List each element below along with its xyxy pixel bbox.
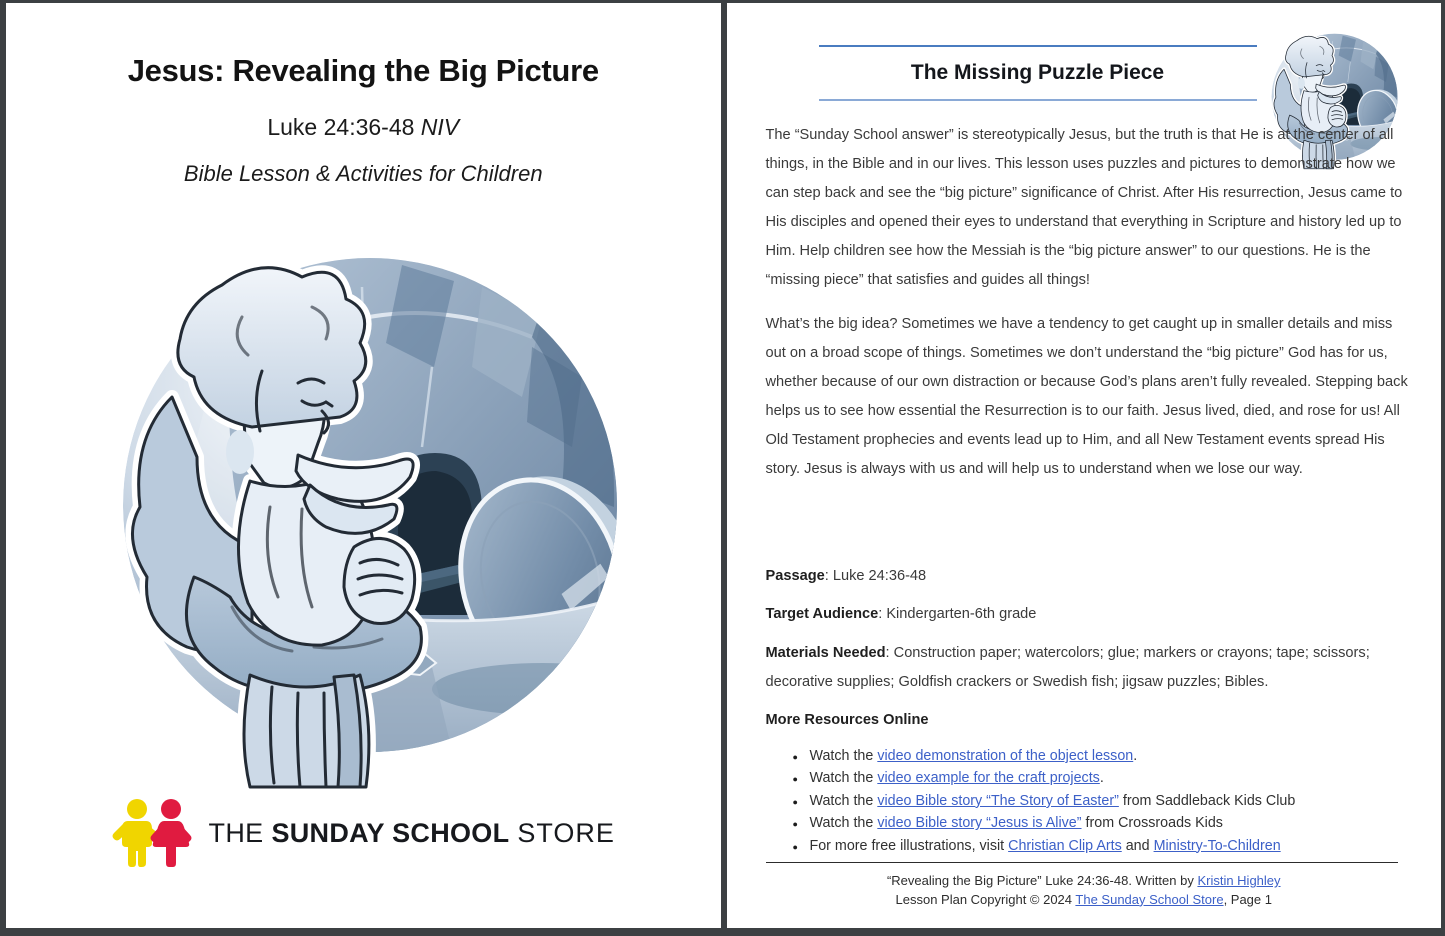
resource-link[interactable]: Christian Clip Arts xyxy=(1008,837,1122,854)
footer-rule xyxy=(766,862,1398,863)
resource-text: from Saddleback Kids Club xyxy=(1118,792,1296,809)
list-item xyxy=(766,767,1410,789)
list-item xyxy=(766,835,1410,857)
resource-text: Watch the xyxy=(809,770,878,787)
meta-passage-label: Passage xyxy=(765,568,825,584)
page-subtitle: Bible Lesson & Activities for Children xyxy=(183,161,543,186)
resource-link[interactable]: Ministry-To-Children xyxy=(1153,837,1281,854)
logo-the: THE xyxy=(208,817,264,848)
resource-text: For more free illustrations, visit xyxy=(809,837,1009,854)
footer-author-link[interactable]: Kristin Highley xyxy=(1197,873,1281,888)
page-right xyxy=(727,3,1442,928)
lesson-heading: The Missing Puzzle Piece xyxy=(910,61,1165,84)
meta-audience-value: : Kindergarten-6th grade xyxy=(878,606,1037,622)
page-footer xyxy=(727,872,1442,909)
logo-text xyxy=(209,818,615,849)
meta-audience-label: Target Audience xyxy=(765,606,879,622)
resources-list xyxy=(766,745,1410,857)
tomb-illustration xyxy=(102,247,622,792)
sunday-school-store-logo xyxy=(6,797,721,869)
resource-link[interactable]: video demonstration of the object lesson xyxy=(877,748,1134,764)
resource-link[interactable]: video Bible story “The Story of Easter” xyxy=(877,792,1119,809)
resource-text: Watch the xyxy=(809,748,878,764)
footer-text: “Revealing the Big Picture” Luke 24:36-48. Written by xyxy=(886,873,1198,888)
resource-text: . xyxy=(1133,748,1138,764)
document-spread xyxy=(6,3,1441,928)
list-item xyxy=(766,790,1410,812)
page-title: Jesus: Revealing the Big Picture xyxy=(127,53,599,88)
resource-text: . xyxy=(1099,770,1104,787)
intro-paragraph: The “Sunday School answer” is stereotypically Jesus, but the truth is that He is at the center of all things, in the Bible and in our lives. This lesson uses puzzles and pictures to demonstrate how we can step back and see the “big picture” significance of Christ. After His resurrection, Jesus came to His disciples and opened their eyes to understand that everything in Scripture and history led up to Him. Help children see how the Messiah is the “big picture answer” to our questions. He is the “missing piece” that satisfies and guides all things! xyxy=(765,127,1403,288)
resource-link[interactable]: video Bible story “Jesus is Alive” xyxy=(877,815,1082,832)
resource-text: Watch the xyxy=(809,815,878,832)
big-idea-paragraph: What’s the big idea? Sometimes we have a tendency to get caught up in smaller details and miss out on a broad scope of things. Sometimes we don’t understand the “big picture” God has for us, whether because of our own distraction or because God’s plans aren’t fully revealed. Stepping back helps us to see how essential the Resurrection is to our faith. Jesus lived, died, and rose for us! All Old Testament prophecies and events lead up to Him, and all New Testament events spread His story. Jesus is always with us and will help us to understand when we lose our way. xyxy=(765,316,1408,477)
resource-text: Watch the xyxy=(809,792,878,809)
resources-heading: More Resources Online xyxy=(765,712,929,728)
passage-text: Luke 24:36-48 xyxy=(267,114,421,140)
footer-page-number: , Page 1 xyxy=(1223,891,1272,907)
list-item xyxy=(766,812,1410,834)
footer-store-link[interactable]: The Sunday School Store xyxy=(1075,891,1224,907)
header-rule-top xyxy=(819,45,1257,47)
meta-materials xyxy=(766,639,1406,697)
footer-line-2 xyxy=(727,891,1442,910)
resource-text: from Crossroads Kids xyxy=(1081,815,1223,832)
resource-text: and xyxy=(1121,837,1154,854)
list-item xyxy=(766,745,1410,767)
passage-version: NIV xyxy=(420,114,460,140)
page-left xyxy=(6,3,721,928)
logo-store: STORE xyxy=(517,817,615,848)
meta-audience xyxy=(766,600,1406,629)
logo-brand: SUNDAY SCHOOL xyxy=(271,817,510,848)
meta-passage-value: : Luke 24:36-48 xyxy=(824,568,927,584)
children-logo-icon xyxy=(112,797,196,869)
header-rule-bottom xyxy=(819,99,1257,101)
meta-passage xyxy=(766,562,1406,591)
footer-text: Lesson Plan Copyright © 2024 xyxy=(895,891,1076,907)
passage-reference xyxy=(6,114,721,141)
meta-materials-value: : Construction paper; watercolors; glue; markers or crayons; tape; scissors; decorative supplies; Goldfish crackers or Swedish fish; jigsaw puzzles; Bibles. xyxy=(765,645,1370,690)
footer-line-1 xyxy=(727,872,1442,891)
meta-materials-label: Materials Needed xyxy=(765,645,886,661)
resource-link[interactable]: video example for the craft projects xyxy=(877,770,1100,787)
